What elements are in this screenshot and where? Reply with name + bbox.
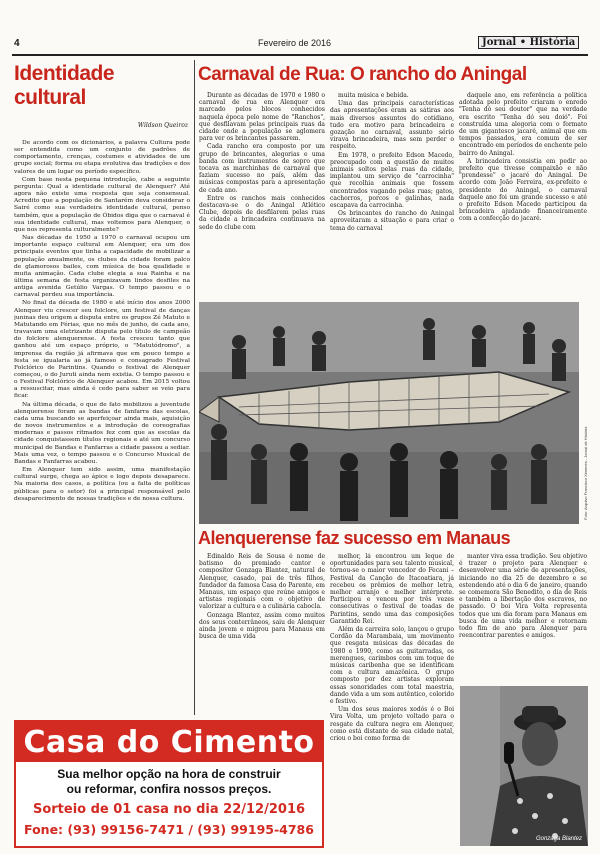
ad-title: Casa do Cimento (23, 724, 315, 760)
gonzaga-caption: Gonzaga Blantez (535, 836, 582, 842)
identidade-title-line2: cultural (14, 86, 86, 109)
masthead: Jornal • História (478, 36, 579, 49)
header-rule (12, 54, 588, 56)
identidade-paragraph: No final da década de 1980 e até início dos anos 2000 Alenquer viu crescer seu folclore, um festival de danças juninas deu origem a disputa entre os grupos Zé Matuto e Matutando em Férias, que no mês de junho, de cada ano, travavam uma eletrizante disputa pelo título de campeão do folclore alenquerense. A festa cresceu tanto que ganhou até um espaço próprio, o "Matutódromo", a imprensa da região já afirmava que em pouco tempo a festa se igualaria ao já famoso e consagrado Festival Folclórico de Parintins. Quando o festival de Alenquer começou, o do Juruti ainda nem existia. O tempo passou e o Festival Folclórico de Alenquer acabou. Em 2015 voltou a ressuscitar, mas ainda é cedo para saber se veio para ficar. (14, 300, 190, 400)
identidade-paragraph: Na última década, o que de fato mobilizou a juventude alenquerense foram as bandas de fanfarra das escolas, cada uma buscando se aperfeiçoar ainda mais, aquisição de novos instrumentos e a introdução de coreografias modernas e passos rítmados fez com que as escolas da cidade conquistassem títulos regionais e até um concurso municipal de Bandas e Fanfarras a cidade passou a sediar. Mais uma vez, o tempo passou e o Concurso Musical de Bandas e Fanfarras acabou. (14, 401, 190, 465)
rancho-headline: Carnaval de Rua: O rancho do Aningal (198, 64, 527, 85)
carnival-photo (199, 302, 579, 524)
alenq-paragraph: Além da carreira solo, lançou o grupo Cordão da Marambaia, um movimento que resgata músicas das décadas de 1980 e 1990, como as guitarradas, os merengues, carimbos com um toque de músicas caribenha que se identificam com a cultura amazônica. O grupo composto por dez artistas exploram essas sonoridades com total maestria, dando vida a um som autêntico, colorido e festivo. (330, 626, 454, 706)
rancho-paragraph: Os brincantes do rancho do Aningal aproveitaram a situação e para criar o tema do carnaval (330, 210, 454, 232)
ad-phone: Fone: (93) 99156-7471 / (93) 99195-4786 (24, 822, 314, 837)
rancho-paragraph: daquele ano, em referência a política adotada pelo prefeito criaram o enredo "Tenha dó seu doutor" que na verdade era escrito "Tenha dó seu doió". Foi construída uma alegoria com o formato de um gigantesco jacaré, animal que em tempos passados, era comum de ser encontrado em períodos de enchente pelo bairro do Aningal. (459, 92, 587, 157)
gonzaga-photo-illustration (460, 686, 588, 846)
alenq-paragraph: manter viva essa tradição. Seu objetivo é trazer o projeto para Alenquer e desenvolver uma série de apresentações, iniciando no dia 25 de dezembro e se estendendo até o dia 6 de janeiro, quando se comemora São Benedito, o dia de Reis e também a libertação dos escravos, no passado. O boi Vira Volta representa todos que um dia foram para Manaus em busca de uma vida melhor e retornam todo fim de ano para Alenquer para reencontrar parentes e amigos. (459, 553, 587, 640)
identidade-paragraph: Em Alenquer tem sido assim, uma manifestação cultural surge, chega ao ápice e logo depois desaparece. Na maioria dos casos, a política (ou a falta de políticas públicas para o setor) foi a principal responsável pelo desaparecimento de nossas tradições e de nossa cultura. (14, 467, 190, 502)
identidade-byline: Wildson Queiroz (137, 122, 188, 129)
rancho-paragraph: muita música e bebida. (338, 92, 409, 99)
ad-line-2: ou reformar, confira nossos preços. (66, 782, 272, 796)
rancho-col-2 (330, 92, 454, 300)
identidade-paragraph: Com base nesta pequena introdução, cabe a seguinte pergunta: Qual a identidade cultural de Alenquer? Até agora não existe uma resposta que seja consensual. Acredito que a população de Santarém deva considerar o Sairé como sua verdadeira identidade cultural, penso também, que a população de Óbidos diga que o carnaval é sua identidade cultural, mas voltemos para Alenquer, o que nos representa culturalmente? (14, 176, 190, 233)
rancho-paragraph: Uma das principais características das apresentações eram as sátiras aos mais diversos assuntos do cotidiano, tudo era motivo para brincadeira e gozação no carnaval, assunto sério virava brincadeira, mas sem perder o respeito. (330, 100, 454, 151)
ad-promo: Sorteio de 01 casa no dia 22/12/2016 (32, 802, 306, 817)
alenq-col-2 (330, 553, 454, 849)
rancho-paragraph: Em 1978, o prefeito Edson Macedo, preocupado com a questão de muitos animais soltos pelas ruas da cidade, implantou um serviço de "carrocinha" que recolhia animais que fossem encontrados vagando pelas ruas; gatos, cachorros, porcos e galinhas, nada escapava da carrocinha. (330, 151, 454, 210)
rancho-paragraph: Entre os ranchos mais conhecidos destacava-se o do Aningal Atlético Clube, depois de desfilarem pelas ruas da cidade a brincadeira continuava na sede do clube com (199, 194, 325, 231)
photo-credit: Foto: Arquivo Francisco Ximenes - Jornal de História (583, 426, 588, 520)
ad-line-1: Sua melhor opção na hora de construir (57, 767, 281, 781)
column-divider (194, 60, 195, 715)
carnival-photo-illustration (199, 302, 579, 524)
rancho-paragraph: Durante as décadas de 1970 e 1980 o carnaval de rua em Alenquer era marcado pelos blocos conhecidos naquela época pelo nome de "Ranchos", que desfilavam pelas principais ruas da cidade onde a população se aglomera para ver os brincantes passarem. (199, 92, 325, 143)
alenq-paragraph: Edinaldo Reis de Sousa é nome de batismo do premiado cantor e compositor Gonzaga Blantez, natural de Alenquer, casado, pai de três filhos, fundador da famosa Casa do Parente, em Manaus, um espaço que reúne amigos e artistas regionais com o objetivo de valorizar a cultura e a culinária cabocla. (199, 553, 325, 611)
casa-do-cimento-ad (14, 720, 324, 848)
identidade-title (14, 62, 184, 110)
alenquerense-headline: Alenquerense faz sucesso em Manaus (198, 528, 511, 548)
alenq-col-3 (459, 553, 587, 683)
rancho-col-1 (199, 92, 325, 300)
alenq-paragraph: Gonzaga Blantez, assim como muitos dos seus conterrâneos, saiu de Alenquer ainda jovem e migrou para Manaus em busca de uma vida (199, 611, 325, 641)
rancho-paragraph: A brincadeira consistia em pedir ao prefeito que tivesse compaixão e não "prendesse" o jacaré do Aningal. De acordo com João Ferreira, ex-prefeito e presidente do Aningal, o carnaval daquele ano foi um grande sucesso e até o prefeito Edson Macedo participou da brincadeira ajudando financeiramente com a confecção do jacaré. (459, 157, 587, 223)
identidade-body (14, 140, 190, 710)
identidade-paragraph: De acordo com os dicionários, a palavra Cultura pode ser entendida como um conjunto de padrões de comportamento, crenças, costumes e atividades de um grupo social; forma ou etapa evolutiva das tradições e dos valores de um lugar ou período específico. (14, 140, 190, 175)
rancho-col-3 (459, 92, 587, 300)
identidade-title-line1: Identidade (14, 62, 115, 85)
ad-banner (16, 722, 322, 762)
page-number: 4 (14, 38, 20, 49)
alenq-paragraph: Um dos seus maiores xodós é o Boi Vira Volta, um projeto voltado para o resgate da cultura negra em Alenquer, como está distante de sua cidade natal, criou o boi como forma de (330, 706, 454, 743)
identidade-paragraph: Nas décadas de 1950 a 1970 o carnaval ocupou um importante espaço cultural em Alenquer, era um dos principais eventos que tinha a capacidade de mobilizar a população anualmente, os clubes da cidade foram palco de glamorosos bailes, com música de boa qualidade e muita animação. Cada clube elegia a sua Rainha e na última semana de festa organizavam lindos desfiles na antiga avenida Getúlio Vargas. O tempo passou e o carnaval perdeu sua importância. (14, 235, 190, 299)
alenq-paragraph: melhor, lá encontrou um leque de oportunidades para seu talento musical, tornou-se o maior vencedor do Fecani – Festival da Canção de Itacoatiara, já recebeu os prêmios de melhor letra, melhor arranjo e melhor intérprete. Participou e venceu por três vezes consecutivas o festival de toadas de Parintins, sendo uma das composições Garantido Rei. (330, 553, 454, 625)
alenq-col-1 (199, 553, 325, 715)
rancho-paragraph: Cada rancho era composto por um grupo de brincantes, alegorias e uma banda com instrumentos de sopro que tocava as marchinhas de carnaval que faziam sucesso no país, além das músicas compostas para a apresentação de cada ano. (199, 143, 325, 194)
gonzaga-photo (460, 686, 588, 846)
issue-date: Fevereiro de 2016 (258, 38, 332, 48)
